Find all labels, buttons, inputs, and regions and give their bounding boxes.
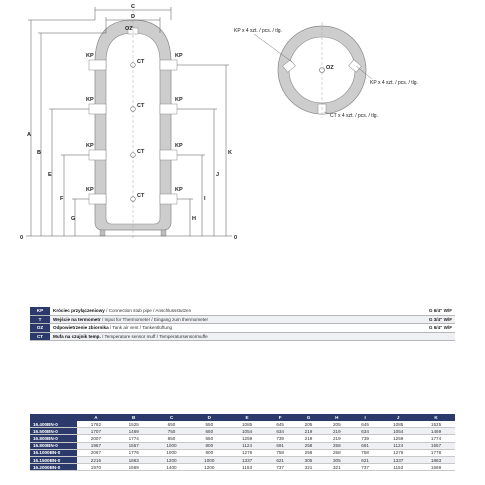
value-cell: 205 [323, 421, 351, 428]
value-cell: 2007 [77, 435, 115, 442]
callout-kp-right: KP x 4 szt. / pcs. / tlg. [370, 80, 418, 86]
dim-h-label: H [192, 216, 196, 222]
header-cell [30, 414, 77, 421]
value-cell: 1259 [379, 435, 417, 442]
kp-label-right-4: KP [175, 187, 183, 193]
value-cell: 1124 [228, 442, 266, 449]
value-cell: 305 [323, 456, 351, 463]
model-cell: 16.800BN-0 [30, 442, 77, 449]
dimensions-table [30, 414, 455, 471]
value-cell: 2216 [77, 456, 115, 463]
value-cell: 1000 [190, 456, 228, 463]
value-cell: 1200 [190, 464, 228, 471]
model-cell: 16.500BN-0 [30, 428, 77, 435]
value-cell: 219 [323, 435, 351, 442]
tank-side-view [89, 5, 177, 240]
value-cell: 800 [190, 449, 228, 456]
legend-code: OZ [30, 324, 50, 333]
value-cell: 1000 [153, 442, 191, 449]
value-cell: 750 [153, 428, 191, 435]
header-cell: J [379, 414, 417, 421]
value-cell: 1400 [153, 464, 191, 471]
value-cell: 1153 [228, 464, 266, 471]
value-cell: 1124 [379, 442, 417, 449]
kp-label-left-3: KP [86, 143, 94, 149]
connection-legend-table [30, 307, 455, 341]
dim-j-label: J [216, 172, 220, 178]
value-cell: 1525 [115, 421, 153, 428]
kp-label-right-2: KP [175, 97, 183, 103]
callout-kp-top: KP x 4 szt. / pcs. / tlg. [234, 28, 282, 34]
value-cell: 1774 [115, 435, 153, 442]
header-cell: D [190, 414, 228, 421]
tank-top-view [278, 22, 366, 118]
value-cell: 550 [190, 421, 228, 428]
value-cell: 321 [294, 464, 322, 471]
value-cell: 1525 [417, 421, 455, 428]
dim-zero-right: 0 [234, 235, 238, 241]
value-cell: 205 [294, 421, 322, 428]
dim-c-label: C [131, 4, 135, 10]
dim-zero-left: 0 [20, 235, 24, 241]
header-cell: A [77, 414, 115, 421]
value-cell: 739 [351, 435, 379, 442]
dim-i-label: I [204, 196, 206, 202]
value-cell: 258 [323, 442, 351, 449]
header-cell: K [417, 414, 455, 421]
dim-g-label: G [71, 216, 76, 222]
legend-description: Króciec przyłączeniowy / Connection stub pipe / Anschlussstutzen [50, 307, 399, 315]
value-cell: 634 [266, 428, 294, 435]
table-row [30, 456, 455, 463]
value-cell: 1200 [153, 456, 191, 463]
legend-description: Wejście na termometr / Input for Thermometer / Eingang zum thermometer [50, 315, 399, 324]
value-cell: 650 [190, 428, 228, 435]
value-cell: 1153 [379, 464, 417, 471]
value-cell: 758 [351, 449, 379, 456]
dimensions-body [30, 421, 455, 471]
value-cell: 634 [351, 428, 379, 435]
value-cell: 1054 [228, 428, 266, 435]
value-cell: 258 [294, 442, 322, 449]
value-cell: 1337 [379, 456, 417, 463]
legend-description: Odpowietrzenie zbiornika / Tank air vent / Tankentlüftung [50, 324, 399, 333]
table-row [30, 449, 455, 456]
dim-d-label: D [131, 14, 135, 20]
legend-spec: G 3/4" W/F [399, 315, 455, 324]
value-cell: 650 [190, 435, 228, 442]
legend-row [30, 315, 455, 324]
value-cell: 1569 [115, 464, 153, 471]
table-row [30, 435, 455, 442]
value-cell: 1707 [77, 428, 115, 435]
value-cell: 1762 [77, 421, 115, 428]
header-cell: I [351, 414, 379, 421]
value-cell: 258 [294, 449, 322, 456]
value-cell: 2067 [77, 449, 115, 456]
value-cell: 1054 [379, 428, 417, 435]
value-cell: 1774 [417, 435, 455, 442]
callout-ct-bottom: CT x 4 szt. / pcs. / tlg. [330, 113, 378, 119]
legend-description: Mufa na czujnik temp. / Temperature sensor muff / Temperatursensormuffe [50, 332, 399, 341]
value-cell: 1276 [379, 449, 417, 456]
value-cell: 645 [351, 421, 379, 428]
model-cell: 16.1500BN-0 [30, 456, 77, 463]
value-cell: 1557 [115, 442, 153, 449]
legend-row [30, 324, 455, 333]
model-cell: 16.800BN-0 [30, 435, 77, 442]
value-cell: 645 [266, 421, 294, 428]
value-cell: 800 [190, 442, 228, 449]
value-cell: 1000 [153, 449, 191, 456]
value-cell: 1276 [228, 449, 266, 456]
table-row [30, 464, 455, 471]
value-cell: 650 [153, 421, 191, 428]
value-cell: 1469 [115, 428, 153, 435]
legend-code: T [30, 315, 50, 324]
dim-f-label: F [60, 196, 64, 202]
kp-label-left-2: KP [86, 97, 94, 103]
legend-spec: G 6/4" W/F [399, 307, 455, 315]
value-cell: 219 [323, 428, 351, 435]
header-cell: C [153, 414, 191, 421]
header-cell: H [323, 414, 351, 421]
legend-spec [399, 332, 455, 341]
table-row [30, 421, 455, 428]
table-row [30, 428, 455, 435]
dim-a-label: A [27, 132, 31, 138]
model-cell: 16.1000BN-0 [30, 449, 77, 456]
value-cell: 258 [323, 449, 351, 456]
value-cell: 305 [294, 456, 322, 463]
kp-label-left-1: KP [86, 53, 94, 59]
value-cell: 219 [294, 428, 322, 435]
value-cell: 1569 [417, 464, 455, 471]
value-cell: 739 [266, 435, 294, 442]
ct-label-1: CT [137, 59, 145, 65]
legend-row [30, 307, 455, 315]
dimensions-header-row [30, 414, 455, 421]
legend-row [30, 332, 455, 341]
value-cell: 1776 [115, 449, 153, 456]
value-cell: 219 [294, 435, 322, 442]
value-cell: 737 [351, 464, 379, 471]
model-cell: 16.400BN-0 [30, 421, 77, 428]
dim-b-label: B [37, 150, 41, 156]
value-cell: 1967 [77, 442, 115, 449]
value-cell: 691 [266, 442, 294, 449]
ct-label-4: CT [137, 193, 145, 199]
dim-k-label: K [228, 150, 232, 156]
value-cell: 321 [323, 464, 351, 471]
header-cell: B [115, 414, 153, 421]
ct-label-3: CT [137, 149, 145, 155]
value-cell: 621 [266, 456, 294, 463]
kp-label-right-3: KP [175, 143, 183, 149]
header-cell: G [294, 414, 322, 421]
value-cell: 691 [351, 442, 379, 449]
dim-e-label: E [48, 172, 52, 178]
value-cell: 1337 [228, 456, 266, 463]
value-cell: 1085 [228, 421, 266, 428]
value-cell: 850 [153, 435, 191, 442]
oz-label: OZ [125, 26, 133, 32]
value-cell: 1085 [379, 421, 417, 428]
value-cell: 1970 [77, 464, 115, 471]
header-cell: E [228, 414, 266, 421]
legend-code: KP [30, 307, 50, 315]
legend-spec: G 6/4" W/F [399, 324, 455, 333]
value-cell: 1863 [115, 456, 153, 463]
legend-code: CT [30, 332, 50, 341]
table-row [30, 442, 455, 449]
kp-label-left-4: KP [86, 187, 94, 193]
value-cell: 758 [266, 449, 294, 456]
model-cell: 16.2000BN-0 [30, 464, 77, 471]
oz-top-label: OZ [326, 65, 334, 71]
value-cell: 621 [351, 456, 379, 463]
value-cell: 1778 [417, 449, 455, 456]
ct-label-2: CT [137, 103, 145, 109]
value-cell: 1863 [417, 456, 455, 463]
header-cell: F [266, 414, 294, 421]
value-cell: 1557 [417, 442, 455, 449]
value-cell: 1259 [228, 435, 266, 442]
value-cell: 1469 [417, 428, 455, 435]
kp-label-right-1: KP [175, 53, 183, 59]
value-cell: 737 [266, 464, 294, 471]
